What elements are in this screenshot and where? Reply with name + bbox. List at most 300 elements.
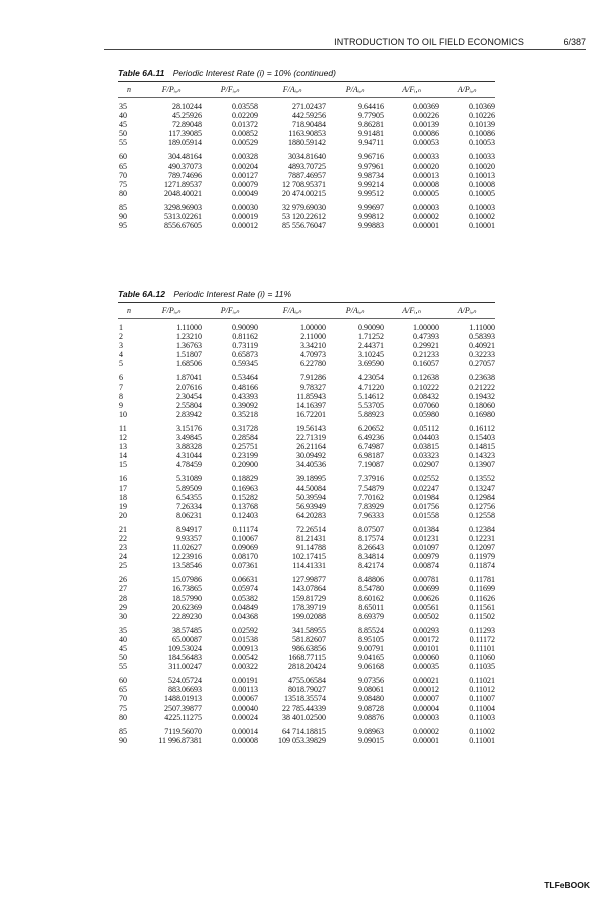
value-cell: 22.71319 xyxy=(296,433,326,443)
value-cell: 32 979.69030 xyxy=(282,202,326,212)
value-cell: 0.00328 xyxy=(232,152,258,162)
value-cell: 0.01097 xyxy=(413,543,439,553)
value-cell: 0.10008 xyxy=(469,179,495,189)
column-header-2: P/Fᵢ,ₙ xyxy=(220,85,240,94)
value-cell: 442.59256 xyxy=(292,111,326,121)
table-row xyxy=(118,594,495,603)
table-row xyxy=(118,162,495,171)
value-cell: 199.02088 xyxy=(292,611,326,621)
value-cell: 0.32233 xyxy=(469,350,495,360)
footer-watermark: TLFeBOOK xyxy=(544,880,590,890)
value-cell: 0.15403 xyxy=(469,433,495,443)
value-cell: 8.07507 xyxy=(358,524,384,534)
period-cell: 80 xyxy=(119,188,127,198)
table1 xyxy=(118,82,495,230)
value-cell: 8.42174 xyxy=(358,561,384,571)
value-cell: 9.08480 xyxy=(358,694,384,704)
value-cell: 0.00127 xyxy=(232,170,258,180)
value-cell: 9.06168 xyxy=(358,662,384,672)
value-cell: 0.11021 xyxy=(469,676,495,686)
value-cell: 1.87041 xyxy=(176,373,202,383)
value-cell: 0.27057 xyxy=(469,359,495,369)
table-row xyxy=(118,469,495,483)
value-cell: 0.10033 xyxy=(469,152,495,162)
value-cell: 0.01558 xyxy=(413,510,439,520)
period-cell: 9 xyxy=(119,400,123,410)
value-cell: 0.01372 xyxy=(232,120,258,130)
value-cell: 0.00322 xyxy=(232,662,258,672)
value-cell: 0.14323 xyxy=(469,451,495,461)
table-row xyxy=(118,198,495,212)
value-cell: 8.85524 xyxy=(358,625,384,635)
value-cell: 0.00049 xyxy=(232,188,258,198)
table-row xyxy=(118,694,495,703)
period-cell: 10 xyxy=(119,409,127,419)
period-cell: 25 xyxy=(119,561,127,571)
period-cell: 5 xyxy=(119,359,123,369)
value-cell: 0.01231 xyxy=(413,533,439,543)
value-cell: 9.08963 xyxy=(358,726,384,736)
value-cell: 9.08876 xyxy=(358,712,384,722)
period-cell: 35 xyxy=(119,102,127,111)
value-cell: 9.07356 xyxy=(358,676,384,686)
value-cell: 0.10139 xyxy=(469,120,495,130)
value-cell: 0.00172 xyxy=(413,634,439,644)
value-cell: 102.17415 xyxy=(292,552,326,562)
value-cell: 0.13552 xyxy=(469,474,495,484)
value-cell: 0.39092 xyxy=(232,400,258,410)
value-cell: 7.96333 xyxy=(358,510,384,520)
value-cell: 0.16963 xyxy=(232,483,258,493)
value-cell: 0.25751 xyxy=(232,442,258,452)
column-header-0: n xyxy=(127,85,131,94)
value-cell: 0.12097 xyxy=(469,543,495,553)
value-cell: 3034.81640 xyxy=(288,152,326,162)
value-cell: 0.00542 xyxy=(232,653,258,663)
value-cell: 0.00019 xyxy=(232,212,258,222)
value-cell: 0.09069 xyxy=(232,543,258,553)
value-cell: 9.99883 xyxy=(358,221,384,231)
value-cell: 581.82607 xyxy=(292,634,326,644)
value-cell: 28.10244 xyxy=(172,102,202,111)
value-cell: 1.23210 xyxy=(176,332,202,342)
period-cell: 18 xyxy=(119,492,127,502)
value-cell: 9.93357 xyxy=(176,533,202,543)
value-cell: 0.00021 xyxy=(413,676,439,686)
value-cell: 6.98187 xyxy=(358,451,384,461)
value-cell: 0.10020 xyxy=(469,161,495,171)
table-row xyxy=(118,460,495,469)
table-row xyxy=(118,736,495,745)
table2-title: Periodic Interest Rate (i) = 11% xyxy=(173,289,292,299)
value-cell: 6.54355 xyxy=(176,492,202,502)
value-cell: 9.00791 xyxy=(358,644,384,653)
period-cell: 90 xyxy=(119,212,127,222)
table-row xyxy=(118,442,495,451)
value-cell: 0.07060 xyxy=(413,400,439,410)
value-cell: 8.06231 xyxy=(176,510,202,520)
value-cell: 9.96716 xyxy=(358,152,384,162)
value-cell: 8.26643 xyxy=(358,543,384,553)
period-cell: 24 xyxy=(119,552,127,562)
table-row xyxy=(118,570,495,584)
value-cell: 1163.90853 xyxy=(288,129,326,139)
table-row xyxy=(118,644,495,653)
value-cell: 15.07986 xyxy=(172,575,202,585)
value-cell: 72.26514 xyxy=(296,524,326,534)
value-cell: 0.00012 xyxy=(413,685,439,695)
table-row xyxy=(118,180,495,189)
value-cell: 0.00079 xyxy=(232,179,258,189)
value-cell: 117.39085 xyxy=(168,129,202,139)
value-cell: 0.21222 xyxy=(469,382,495,392)
table-row xyxy=(118,722,495,736)
column-header-3: F/Aᵢ,ₙ xyxy=(282,85,302,94)
value-cell: 0.08432 xyxy=(413,391,439,401)
table-row xyxy=(118,433,495,442)
value-cell: 0.05974 xyxy=(232,584,258,594)
value-cell: 0.00014 xyxy=(232,726,258,736)
value-cell: 9.08061 xyxy=(358,685,384,695)
table-row xyxy=(118,368,495,382)
table-row xyxy=(118,341,495,350)
value-cell: 0.01384 xyxy=(413,524,439,534)
table-row xyxy=(118,520,495,534)
value-cell: 0.11003 xyxy=(469,712,495,722)
value-cell: 0.16980 xyxy=(469,409,495,419)
value-cell: 9.94711 xyxy=(358,138,384,148)
value-cell: 4.23054 xyxy=(358,373,384,383)
period-cell: 3 xyxy=(119,341,123,351)
value-cell: 22 785.44339 xyxy=(282,703,326,713)
value-cell: 38.57485 xyxy=(172,625,202,635)
value-cell: 9.91481 xyxy=(358,129,384,139)
value-cell: 0.11172 xyxy=(469,634,495,644)
table-row xyxy=(118,493,495,502)
table-row xyxy=(118,410,495,419)
value-cell: 7.37916 xyxy=(358,474,384,484)
column-header-3: F/Aᵢ,ₙ xyxy=(282,306,302,315)
value-cell: 0.00781 xyxy=(413,575,439,585)
value-cell: 16.72201 xyxy=(296,409,326,419)
value-cell: 0.11781 xyxy=(469,575,495,585)
value-cell: 39.18995 xyxy=(296,474,326,484)
value-cell: 0.28584 xyxy=(232,433,258,443)
table-row xyxy=(118,534,495,543)
value-cell: 0.02247 xyxy=(413,483,439,493)
value-cell: 0.00874 xyxy=(413,561,439,571)
value-cell: 9.99697 xyxy=(358,202,384,212)
table1-header-row xyxy=(118,82,495,97)
table-row xyxy=(118,685,495,694)
value-cell: 0.00020 xyxy=(413,161,439,171)
value-cell: 0.00002 xyxy=(413,212,439,222)
value-cell: 1.00000 xyxy=(300,323,326,332)
value-cell: 0.12984 xyxy=(469,492,495,502)
value-cell: 85 556.76047 xyxy=(282,221,326,231)
period-cell: 75 xyxy=(119,703,127,713)
value-cell: 5.89509 xyxy=(176,483,202,493)
value-cell: 7.26334 xyxy=(176,501,202,511)
table-row xyxy=(118,662,495,671)
value-cell: 0.13768 xyxy=(232,501,258,511)
value-cell: 0.00033 xyxy=(413,152,439,162)
value-cell: 8.95105 xyxy=(358,634,384,644)
period-cell: 16 xyxy=(119,474,127,484)
value-cell: 9.99812 xyxy=(358,212,384,222)
value-cell: 8.65011 xyxy=(358,602,384,612)
value-cell: 524.05724 xyxy=(168,676,202,686)
value-cell: 0.11035 xyxy=(469,662,495,672)
value-cell: 0.08170 xyxy=(232,552,258,562)
period-cell: 11 xyxy=(119,423,127,433)
value-cell: 6.20652 xyxy=(358,423,384,433)
value-cell: 0.01756 xyxy=(413,501,439,511)
value-cell: 1.36763 xyxy=(176,341,202,351)
value-cell: 72.89048 xyxy=(172,120,202,130)
value-cell: 0.00001 xyxy=(413,735,439,745)
value-cell: 0.43393 xyxy=(232,391,258,401)
value-cell: 109 053.39829 xyxy=(278,735,326,745)
value-cell: 0.00191 xyxy=(232,676,258,686)
value-cell: 0.11293 xyxy=(469,625,495,635)
value-cell: 0.11012 xyxy=(469,685,495,695)
table-row xyxy=(118,502,495,511)
value-cell: 0.11699 xyxy=(469,584,495,594)
period-cell: 29 xyxy=(119,602,127,612)
value-cell: 3.10245 xyxy=(358,350,384,360)
value-cell: 12.23916 xyxy=(172,552,202,562)
table1-header-rule xyxy=(118,97,495,98)
period-cell: 1 xyxy=(119,323,123,332)
value-cell: 0.10001 xyxy=(469,221,495,231)
value-cell: 0.00024 xyxy=(232,712,258,722)
period-cell: 60 xyxy=(119,676,127,686)
value-cell: 7.19087 xyxy=(358,460,384,470)
value-cell: 0.01538 xyxy=(232,634,258,644)
value-cell: 0.10086 xyxy=(469,129,495,139)
value-cell: 44.50084 xyxy=(296,483,326,493)
value-cell: 13518.35574 xyxy=(284,694,326,704)
value-cell: 1.71252 xyxy=(358,332,384,342)
value-cell: 0.90090 xyxy=(358,323,384,332)
value-cell: 0.04849 xyxy=(232,602,258,612)
value-cell: 0.00699 xyxy=(413,584,439,594)
value-cell: 0.00012 xyxy=(232,221,258,231)
value-cell: 0.12638 xyxy=(413,373,439,383)
period-cell: 50 xyxy=(119,653,127,663)
value-cell: 65.00087 xyxy=(172,634,202,644)
value-cell: 0.40921 xyxy=(469,341,495,351)
table2-caption xyxy=(118,289,291,299)
value-cell: 109.53024 xyxy=(168,644,202,653)
value-cell: 0.13247 xyxy=(469,483,495,493)
value-cell: 0.00007 xyxy=(413,694,439,704)
table-row xyxy=(118,511,495,520)
value-cell: 0.12384 xyxy=(469,524,495,534)
value-cell: 0.00101 xyxy=(413,644,439,653)
period-cell: 15 xyxy=(119,460,127,470)
value-cell: 8.54780 xyxy=(358,584,384,594)
value-cell: 3.88328 xyxy=(176,442,202,452)
value-cell: 0.00979 xyxy=(413,552,439,562)
value-cell: 4755.06584 xyxy=(288,676,326,686)
value-cell: 127.99877 xyxy=(292,575,326,585)
value-cell: 0.20900 xyxy=(232,460,258,470)
value-cell: 0.00035 xyxy=(413,662,439,672)
value-cell: 1.11000 xyxy=(469,323,495,332)
value-cell: 2507.39877 xyxy=(164,703,202,713)
value-cell: 0.00204 xyxy=(232,161,258,171)
value-cell: 0.19432 xyxy=(469,391,495,401)
value-cell: 6.49236 xyxy=(358,433,384,443)
period-cell: 90 xyxy=(119,735,127,745)
table-row xyxy=(118,212,495,221)
period-cell: 45 xyxy=(119,644,127,653)
value-cell: 986.63856 xyxy=(292,644,326,653)
table-row xyxy=(118,635,495,644)
value-cell: 9.98734 xyxy=(358,170,384,180)
value-cell: 2.55804 xyxy=(176,400,202,410)
table-row xyxy=(118,97,495,111)
value-cell: 0.23199 xyxy=(232,451,258,461)
table-row xyxy=(118,189,495,198)
column-header-2: P/Fᵢ,ₙ xyxy=(220,306,240,315)
value-cell: 0.00003 xyxy=(413,202,439,212)
period-cell: 35 xyxy=(119,625,127,635)
value-cell: 38 401.02500 xyxy=(282,712,326,722)
value-cell: 0.13907 xyxy=(469,460,495,470)
value-cell: 8.34814 xyxy=(358,552,384,562)
value-cell: 0.02209 xyxy=(232,111,258,121)
value-cell: 0.00139 xyxy=(413,120,439,130)
value-cell: 0.04403 xyxy=(413,433,439,443)
value-cell: 114.41331 xyxy=(292,561,326,571)
value-cell: 0.00053 xyxy=(413,138,439,148)
value-cell: 30.09492 xyxy=(296,451,326,461)
table1-title: Periodic Interest Rate (i) = 10% (continued) xyxy=(172,68,336,78)
period-cell: 85 xyxy=(119,202,127,212)
table-row xyxy=(118,451,495,460)
value-cell: 0.07361 xyxy=(232,561,258,571)
value-cell: 0.01984 xyxy=(413,492,439,502)
value-cell: 19.56143 xyxy=(296,423,326,433)
value-cell: 0.00030 xyxy=(232,202,258,212)
page-number: 6/387 xyxy=(563,37,586,47)
period-cell: 22 xyxy=(119,533,127,543)
value-cell: 0.00626 xyxy=(413,593,439,603)
value-cell: 0.11002 xyxy=(469,726,495,736)
table1-caption xyxy=(118,68,336,78)
value-cell: 26.21164 xyxy=(296,442,326,452)
value-cell: 9.78327 xyxy=(300,382,326,392)
value-cell: 0.18060 xyxy=(469,400,495,410)
value-cell: 0.00502 xyxy=(413,611,439,621)
column-header-5: A/Fᵢ,ₙ xyxy=(402,85,421,94)
period-cell: 40 xyxy=(119,111,127,121)
value-cell: 0.06631 xyxy=(232,575,258,585)
value-cell: 0.03815 xyxy=(413,442,439,452)
value-cell: 4893.70725 xyxy=(288,161,326,171)
table-row xyxy=(118,401,495,410)
value-cell: 0.16112 xyxy=(469,423,495,433)
value-cell: 0.12403 xyxy=(232,510,258,520)
value-cell: 1.51807 xyxy=(176,350,202,360)
value-cell: 0.47393 xyxy=(413,332,439,342)
table-row xyxy=(118,383,495,392)
value-cell: 0.10013 xyxy=(469,170,495,180)
table-row xyxy=(118,111,495,120)
period-cell: 70 xyxy=(119,694,127,704)
value-cell: 271.02437 xyxy=(292,102,326,111)
value-cell: 0.65873 xyxy=(232,350,258,360)
table-row xyxy=(118,704,495,713)
value-cell: 0.10005 xyxy=(469,188,495,198)
value-cell: 0.10053 xyxy=(469,138,495,148)
value-cell: 0.00913 xyxy=(232,644,258,653)
value-cell: 8018.79027 xyxy=(288,685,326,695)
column-header-5: A/Fᵢ,ₙ xyxy=(402,306,421,315)
value-cell: 8556.67605 xyxy=(164,221,202,231)
value-cell: 0.10067 xyxy=(232,533,258,543)
table-row xyxy=(118,484,495,493)
column-header-1: F/Pᵢ,ₙ xyxy=(161,85,181,94)
column-header-1: F/Pᵢ,ₙ xyxy=(161,306,181,315)
value-cell: 1880.59142 xyxy=(288,138,326,148)
value-cell: 0.00113 xyxy=(232,685,258,695)
period-cell: 70 xyxy=(119,170,127,180)
value-cell: 0.11561 xyxy=(469,602,495,612)
value-cell: 0.00561 xyxy=(413,602,439,612)
value-cell: 4.71220 xyxy=(358,382,384,392)
value-cell: 16.73865 xyxy=(172,584,202,594)
value-cell: 0.59345 xyxy=(232,359,258,369)
value-cell: 311.00247 xyxy=(168,662,202,672)
value-cell: 0.11004 xyxy=(469,703,495,713)
value-cell: 1.00000 xyxy=(413,323,439,332)
value-cell: 4225.11275 xyxy=(164,712,202,722)
value-cell: 0.11626 xyxy=(469,593,495,603)
value-cell: 0.11007 xyxy=(469,694,495,704)
table-row xyxy=(118,713,495,722)
value-cell: 0.00002 xyxy=(413,726,439,736)
value-cell: 0.00013 xyxy=(413,170,439,180)
column-header-6: A/Pᵢ,ₙ xyxy=(457,85,477,94)
value-cell: 5313.02261 xyxy=(164,212,202,222)
value-cell: 64 714.18815 xyxy=(282,726,326,736)
value-cell: 45.25926 xyxy=(172,111,202,121)
value-cell: 14.16397 xyxy=(296,400,326,410)
table-row xyxy=(118,332,495,341)
value-cell: 0.29921 xyxy=(413,341,439,351)
period-cell: 2 xyxy=(119,332,123,342)
value-cell: 0.00001 xyxy=(413,221,439,231)
value-cell: 1.11000 xyxy=(176,323,202,332)
value-cell: 11.85943 xyxy=(296,391,326,401)
header-rule xyxy=(104,49,586,50)
value-cell: 9.97961 xyxy=(358,161,384,171)
running-header xyxy=(104,36,586,50)
value-cell: 91.14788 xyxy=(296,543,326,553)
table-row xyxy=(118,147,495,161)
value-cell: 0.03558 xyxy=(232,102,258,111)
value-cell: 7.91286 xyxy=(300,373,326,383)
value-cell: 0.11060 xyxy=(469,653,495,663)
value-cell: 0.00008 xyxy=(232,735,258,745)
value-cell: 0.58393 xyxy=(469,332,495,342)
table2 xyxy=(118,303,495,745)
period-cell: 95 xyxy=(119,221,127,231)
